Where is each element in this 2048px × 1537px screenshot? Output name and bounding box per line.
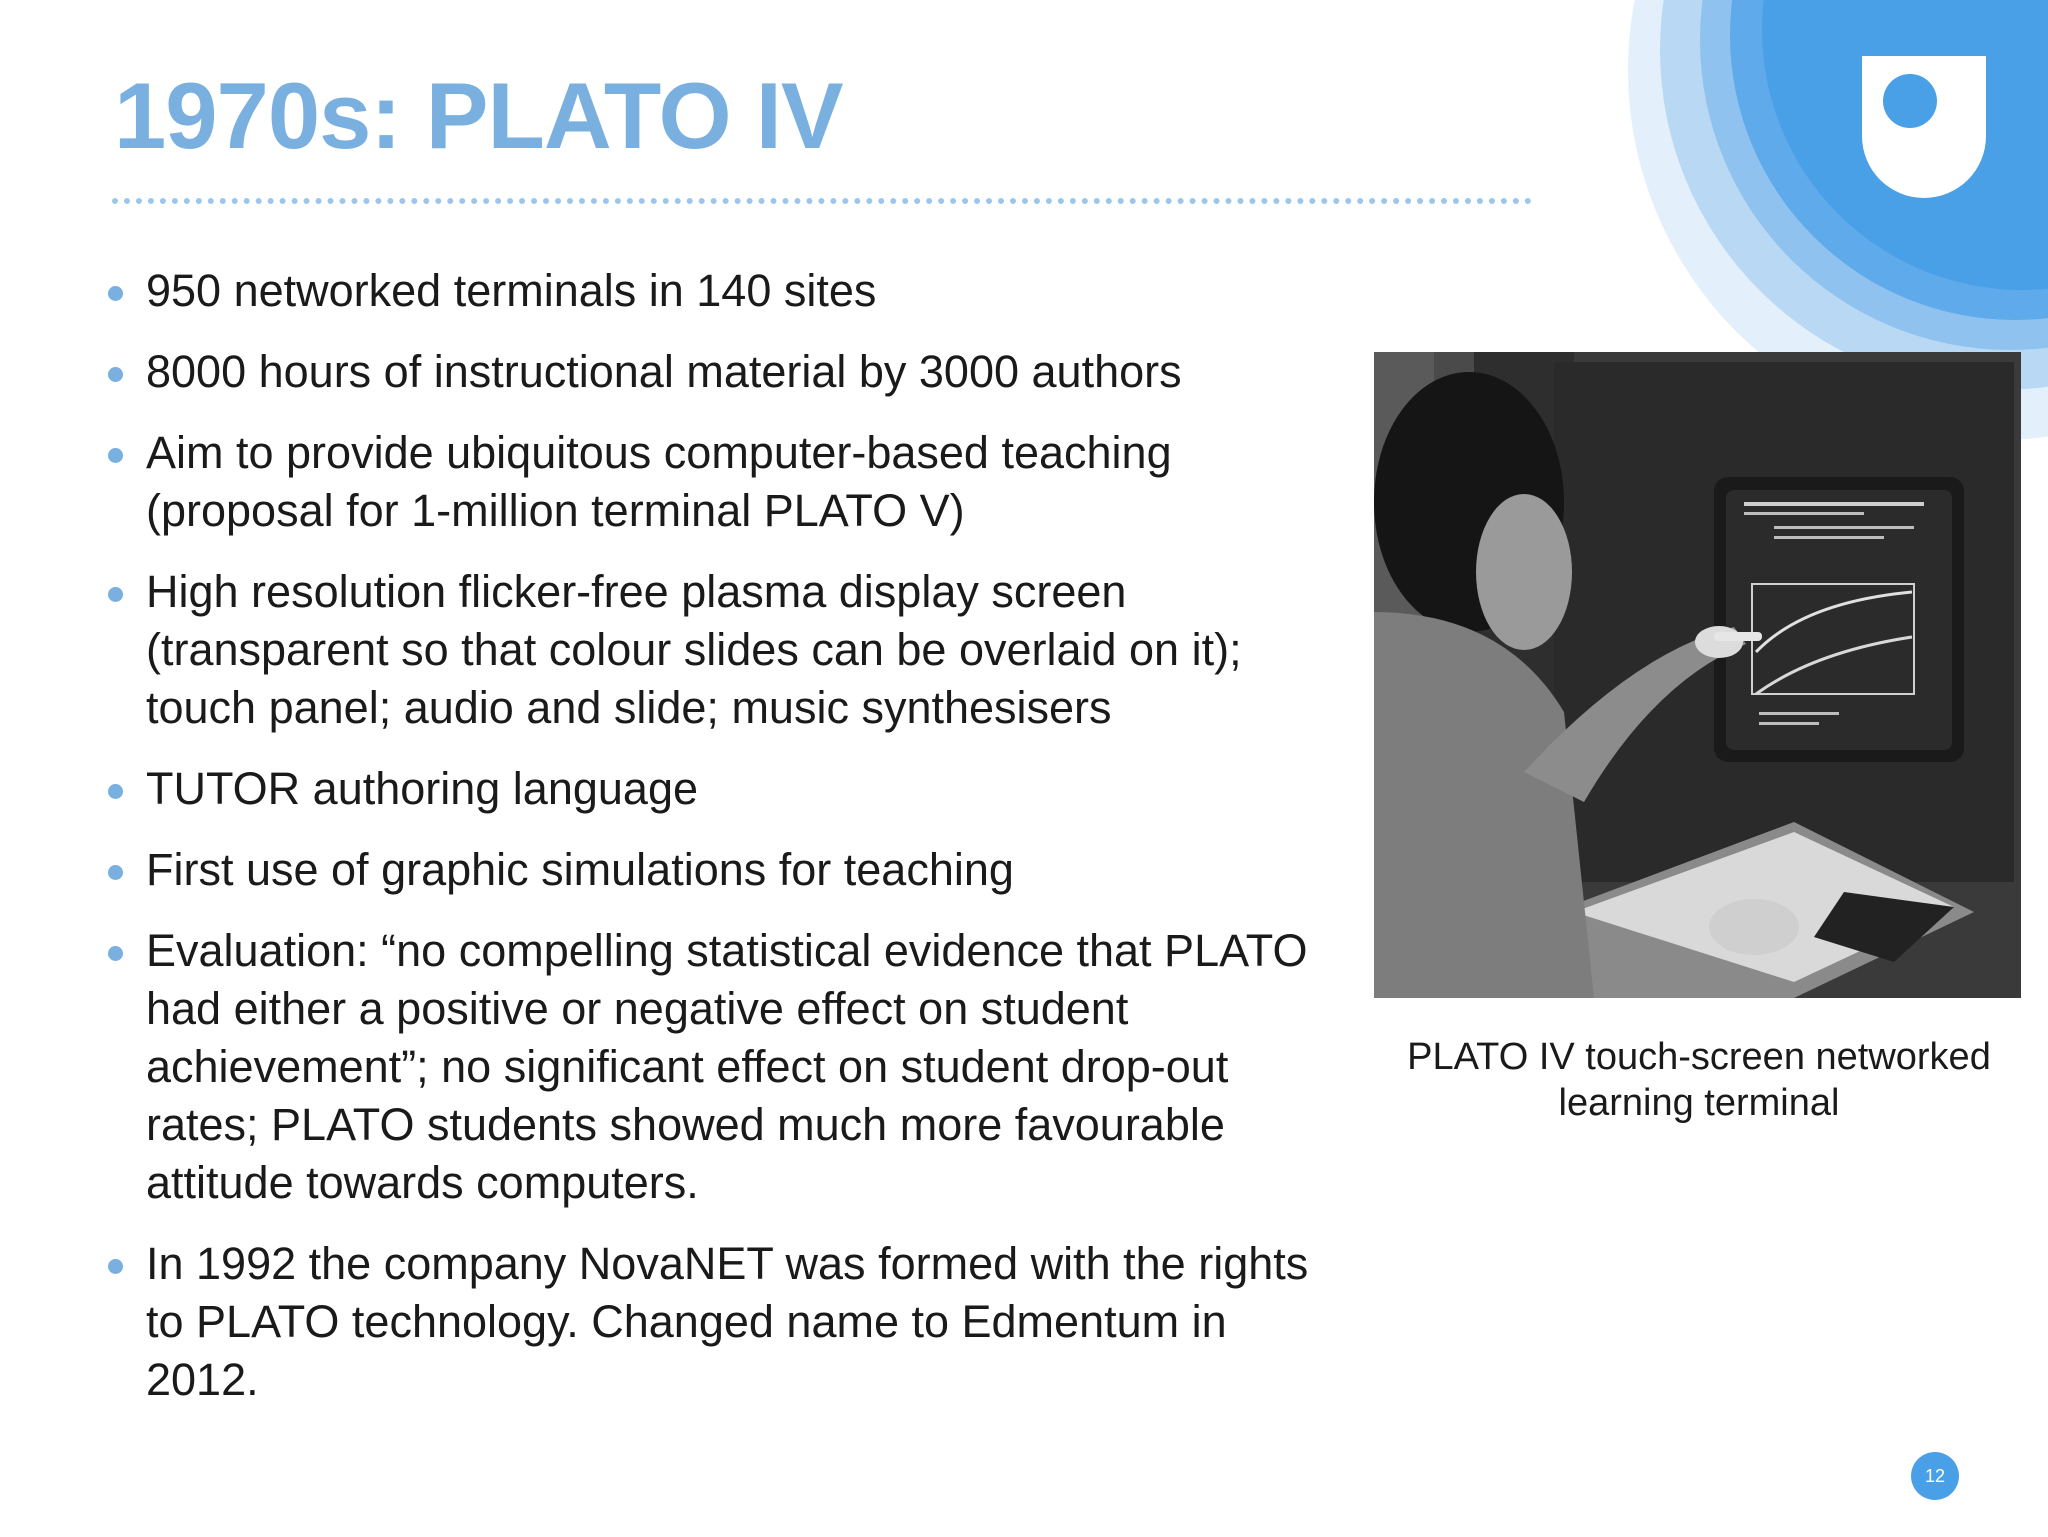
bullet-dot-icon (108, 367, 123, 382)
bullet-dot-icon (108, 865, 123, 880)
bullet-text: 8000 hours of instructional material by 3000 authors (146, 346, 1182, 397)
bullet-item (104, 563, 1344, 737)
bullet-dot-icon (108, 946, 123, 961)
plato-terminal-photo (1374, 352, 2021, 998)
photo-caption: PLATO IV touch-screen networked learning terminal (1407, 1036, 1991, 1124)
title-divider (112, 198, 1532, 204)
bullet-list (104, 262, 1344, 1432)
bullet-dot-icon (108, 587, 123, 602)
bullet-item (104, 1235, 1344, 1409)
bullet-text: First use of graphic simulations for teaching (146, 844, 1014, 895)
bullet-text: High resolution flicker-free plasma display screen (transparent so that colour slides can be overlaid on it); touch panel; audio and slide; music synthesisers (146, 566, 1242, 733)
bullet-item (104, 760, 1344, 818)
bullet-text: In 1992 the company NovaNET was formed with the rights to PLATO technology. Changed name to Edmentum in 2012. (146, 1238, 1309, 1405)
bullet-dot-icon (108, 286, 123, 301)
bullet-text: 950 networked terminals in 140 sites (146, 265, 877, 316)
bullet-text: Aim to provide ubiquitous computer-based teaching (proposal for 1-million terminal PLATO V) (146, 427, 1172, 536)
bullet-text: Evaluation: “no compelling statistical evidence that PLATO had either a positive or negative effect on student achievement”; no significant effect on student drop-out rates; PLATO students showed much more favourable attitude towards computers. (146, 925, 1308, 1208)
bullet-item (104, 424, 1344, 540)
bullet-item (104, 262, 1344, 320)
page-number-badge: 12 (1911, 1452, 1959, 1500)
bullet-item (104, 343, 1344, 401)
slide-title: 1970s: PLATO IV (114, 63, 843, 168)
bullet-dot-icon (108, 784, 123, 799)
bullet-item (104, 922, 1344, 1212)
open-university-logo-icon (1862, 56, 1986, 198)
bullet-dot-icon (108, 448, 123, 463)
bullet-text: TUTOR authoring language (146, 763, 698, 814)
bullet-item (104, 841, 1344, 899)
bullet-dot-icon (108, 1259, 123, 1274)
